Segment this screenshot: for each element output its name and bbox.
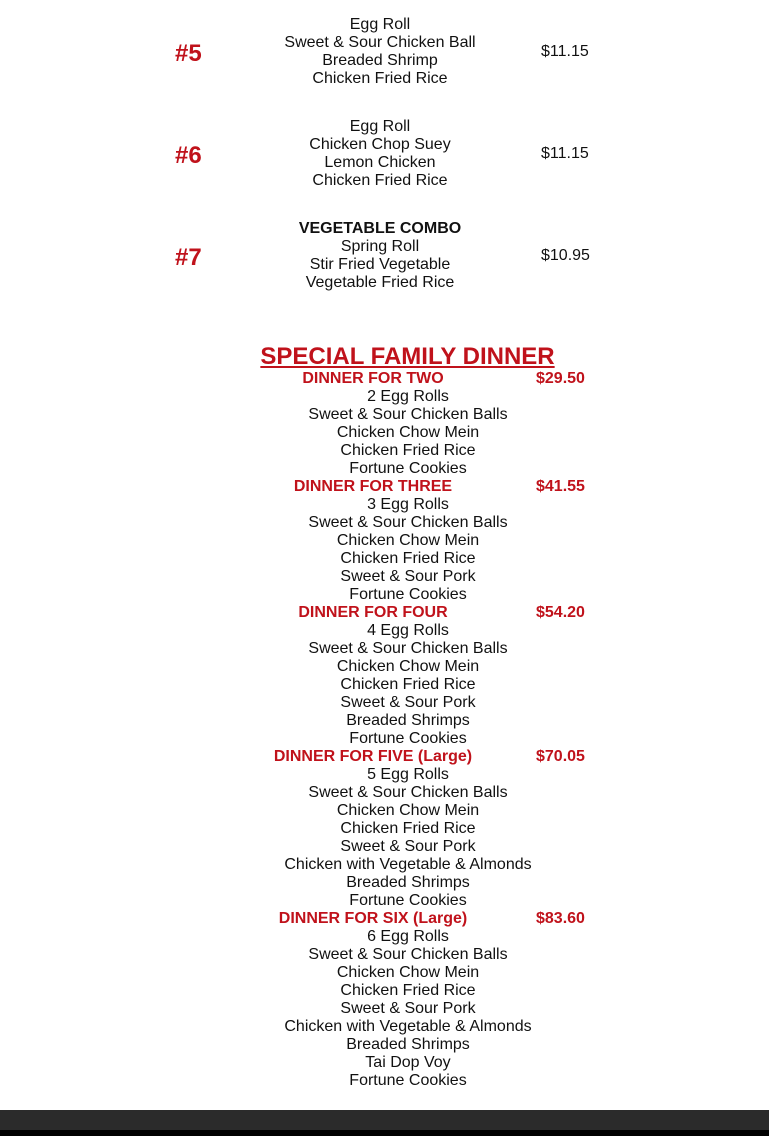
dinner-item: 5 Egg Rolls	[367, 766, 449, 783]
dinner-price: $54.20	[536, 604, 585, 621]
dinner-item: Sweet & Sour Chicken Balls	[308, 784, 508, 801]
dinner-item: Chicken Fried Rice	[340, 676, 476, 693]
combo-item: Chicken Fried Rice	[312, 172, 448, 189]
combo-items	[270, 220, 490, 292]
dinner-item: Fortune Cookies	[349, 730, 467, 747]
dinner-item: 3 Egg Rolls	[367, 496, 449, 513]
combo-item: Chicken Fried Rice	[312, 70, 448, 87]
dinner-item: Sweet & Sour Chicken Balls	[308, 406, 508, 423]
dinner-item: Chicken with Vegetable & Almonds	[284, 1018, 532, 1035]
dinner-name: DINNER FOR FIVE (Large)	[273, 748, 473, 765]
dinner-header	[0, 748, 769, 766]
dinner-header	[0, 478, 769, 496]
dinner-item: Chicken Chow Mein	[336, 532, 480, 549]
dinner-for-four	[0, 604, 769, 748]
dinner-name: DINNER FOR TWO	[302, 370, 444, 387]
combo-title: VEGETABLE COMBO	[298, 220, 462, 237]
dinner-for-two	[0, 370, 769, 478]
dinner-header	[0, 370, 769, 388]
combo-price: $11.15	[541, 43, 589, 60]
dinner-item: Sweet & Sour Chicken Balls	[308, 640, 508, 657]
dinner-item: Fortune Cookies	[349, 892, 467, 909]
dinner-item: Chicken Fried Rice	[340, 982, 476, 999]
combo-number: #7	[175, 244, 202, 271]
combo-items	[270, 16, 490, 88]
combo-item: Breaded Shrimp	[322, 52, 438, 69]
dinner-item: Chicken with Vegetable & Almonds	[284, 856, 532, 873]
dinner-header	[0, 910, 769, 928]
combo-item: Vegetable Fried Rice	[305, 274, 455, 291]
combo-number: #5	[175, 40, 202, 67]
dinner-item: 6 Egg Rolls	[367, 928, 449, 945]
combo-price: $11.15	[541, 145, 589, 162]
dinner-item: Chicken Fried Rice	[340, 820, 476, 837]
dinner-item: Breaded Shrimps	[346, 874, 470, 891]
combo-item: Sweet & Sour Chicken Ball	[284, 34, 476, 51]
combo-item: Egg Roll	[349, 16, 411, 33]
dinner-item: Fortune Cookies	[349, 460, 467, 477]
dinner-price: $83.60	[536, 910, 585, 927]
combo-price: $10.95	[541, 247, 590, 264]
dinner-item: Sweet & Sour Chicken Balls	[308, 946, 508, 963]
dinner-item: Breaded Shrimps	[346, 1036, 470, 1053]
dinner-item: Chicken Chow Mein	[336, 802, 480, 819]
dinner-item: Sweet & Sour Pork	[340, 568, 476, 585]
dinner-item: Fortune Cookies	[349, 586, 467, 603]
dinner-item: Tai Dop Voy	[365, 1054, 451, 1071]
combo-number: #6	[175, 142, 202, 169]
combo-item: Spring Roll	[340, 238, 420, 255]
dinner-name: DINNER FOR FOUR	[298, 604, 448, 621]
dinner-item: Sweet & Sour Chicken Balls	[308, 514, 508, 531]
combo-items	[270, 118, 490, 190]
dinner-item: Fortune Cookies	[349, 1072, 467, 1089]
combo-item: Chicken Chop Suey	[309, 136, 451, 153]
dinner-item: 4 Egg Rolls	[367, 622, 449, 639]
dinner-item: Chicken Fried Rice	[340, 442, 476, 459]
dinner-name: DINNER FOR SIX (Large)	[278, 910, 468, 927]
combo-item: Egg Roll	[349, 118, 411, 135]
dinner-item: Chicken Fried Rice	[340, 550, 476, 567]
footer-divider	[0, 1130, 769, 1136]
dinner-item: Chicken Chow Mein	[336, 964, 480, 981]
dinner-item: Chicken Chow Mein	[336, 424, 480, 441]
combo-item: Lemon Chicken	[324, 154, 436, 171]
dinner-item: Sweet & Sour Pork	[340, 838, 476, 855]
combo-item: Stir Fried Vegetable	[309, 256, 451, 273]
dinner-item: Sweet & Sour Pork	[340, 1000, 476, 1017]
dinner-item: Sweet & Sour Pork	[340, 694, 476, 711]
dinner-for-six	[0, 910, 769, 1090]
dinner-item: Breaded Shrimps	[346, 712, 470, 729]
dinner-price: $70.05	[536, 748, 585, 765]
footer-bar	[0, 1110, 769, 1136]
dinner-price: $41.55	[536, 478, 585, 495]
section-title: SPECIAL FAMILY DINNER	[260, 343, 555, 370]
dinner-name: DINNER FOR THREE	[293, 478, 453, 495]
dinner-item: Chicken Chow Mein	[336, 658, 480, 675]
dinner-header	[0, 604, 769, 622]
dinner-for-five	[0, 748, 769, 910]
dinner-price: $29.50	[536, 370, 585, 387]
dinner-for-three	[0, 478, 769, 604]
family-dinner-list	[0, 370, 769, 1090]
dinner-item: 2 Egg Rolls	[367, 388, 449, 405]
